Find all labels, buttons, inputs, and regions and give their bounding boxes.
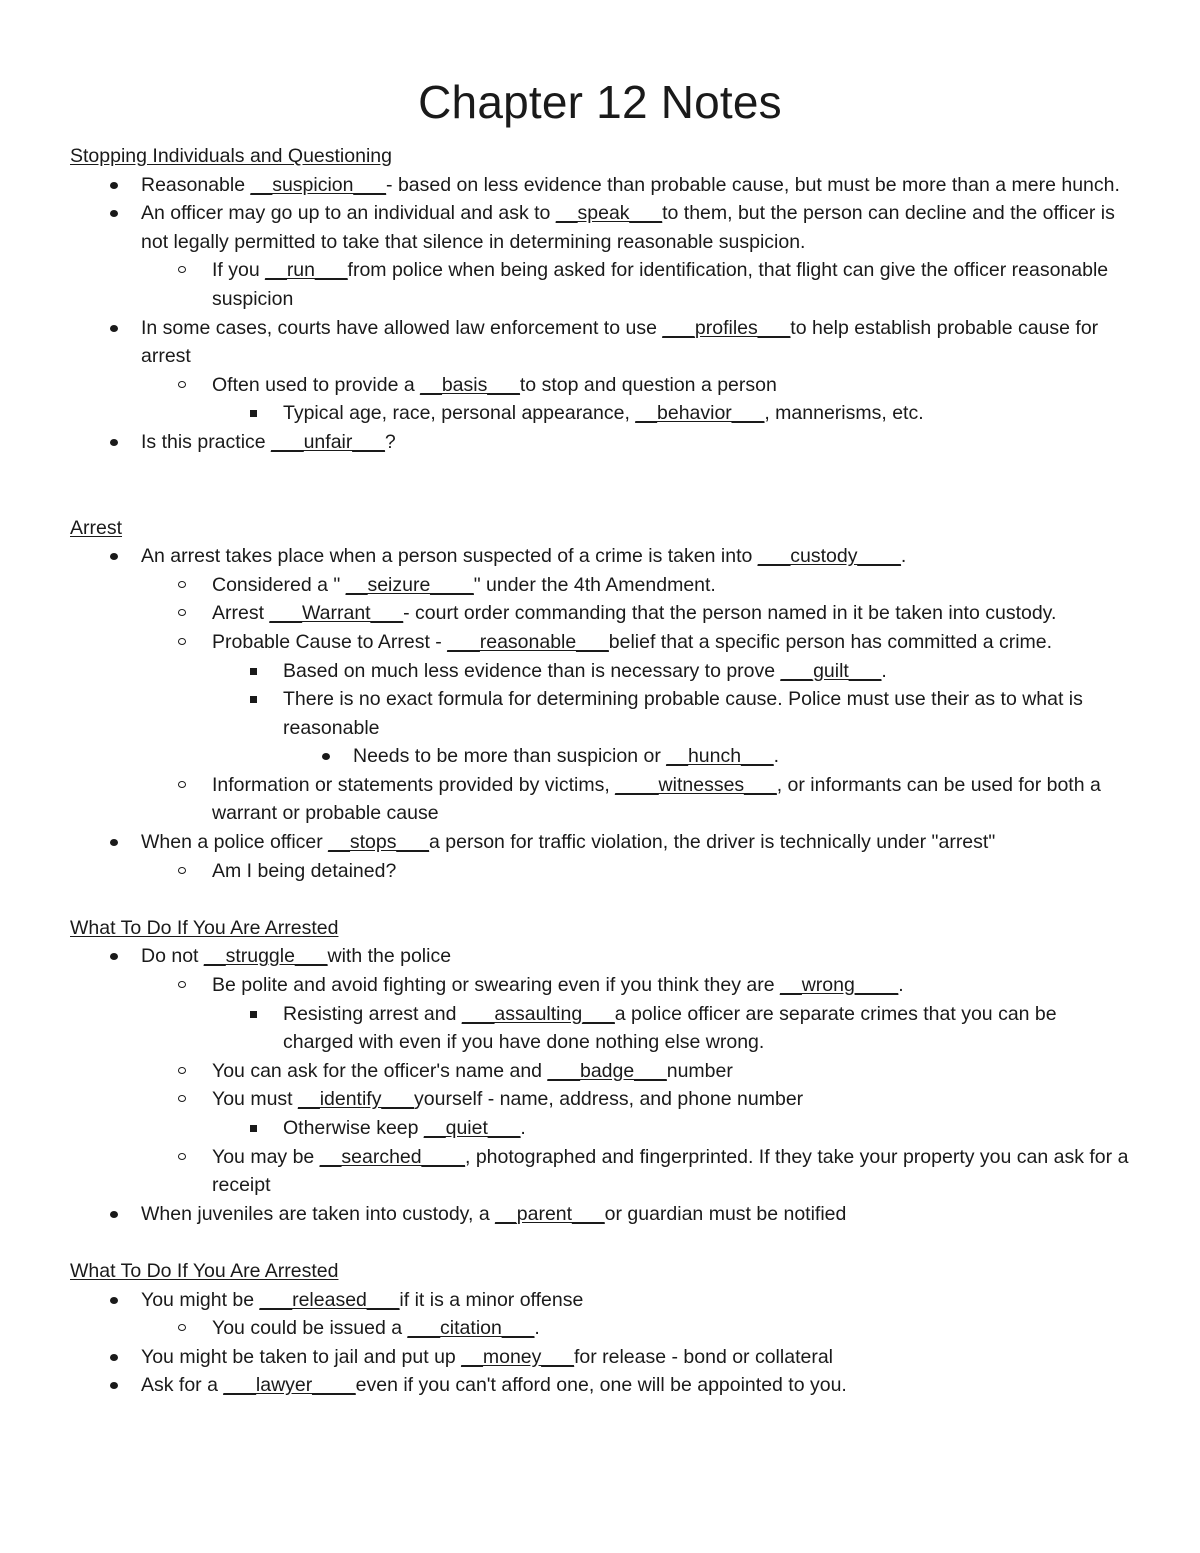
fill-in-blank: __hunch___: [666, 745, 774, 768]
list-item: Probable Cause to Arrest - ___reasonable___belief that a specific person has committed a crime.: [70, 628, 1130, 657]
list-item: Based on much less evidence than is necessary to prove ___guilt___.: [70, 657, 1130, 686]
list-item: Information or statements provided by victims, ____witnesses___, or informants can be used for both a warrant or probable cause: [70, 771, 1130, 828]
fill-in-blank: ____witnesses___: [615, 773, 777, 796]
fill-in-blank: ___reasonable___: [447, 630, 609, 653]
fill-in-blank: ___unfair___: [271, 430, 385, 453]
section-spacer: [70, 457, 1130, 514]
fill-in-blank: __struggle___: [203, 945, 328, 968]
page-title: Chapter 12 Notes: [418, 76, 782, 128]
section-heading-arrest: Arrest: [70, 516, 123, 539]
fill-in-blank: ___Warrant___: [269, 602, 404, 625]
fill-in-blank: __wrong____: [780, 974, 899, 997]
list-item: Resisting arrest and ___assaulting___a police officer are separate crimes that you can be charged with even if you have done nothing else wrong.: [70, 1000, 1130, 1057]
fill-in-blank: ___badge___: [547, 1059, 667, 1082]
list-item: Typical age, race, personal appearance, __behavior___, mannerisms, etc.: [70, 399, 1130, 428]
section-list-if-arrested: [70, 942, 1130, 1228]
fill-in-blank: ___released___: [259, 1288, 400, 1311]
list-item: You must __identify___yourself - name, address, and phone number: [70, 1085, 1130, 1114]
fill-in-blank: __money___: [461, 1345, 574, 1368]
section-heading-if-arrested: What To Do If You Are Arrested: [70, 916, 339, 939]
notes-page: [70, 72, 1130, 1400]
fill-in-blank: ___custody____: [757, 545, 901, 568]
list-item: There is no exact formula for determining probable cause. Police must use their as to what is reasonable: [70, 685, 1130, 742]
section-spacer: [70, 1228, 1130, 1257]
list-item: When juveniles are taken into custody, a __parent___or guardian must be notified: [70, 1200, 1130, 1229]
fill-in-blank: __seizure____: [345, 573, 474, 596]
fill-in-blank: __identify___: [298, 1088, 415, 1111]
list-item: An officer may go up to an individual and ask to __speak___to them, but the person can decline and the officer is not legally permitted to take that silence in determining reasonable suspicion.: [70, 199, 1130, 256]
list-item: Do not __struggle___with the police: [70, 942, 1130, 971]
fill-in-blank: __searched____: [319, 1145, 465, 1168]
list-item: Otherwise keep __quiet___.: [70, 1114, 1130, 1143]
fill-in-blank: ___assaulting___: [461, 1002, 615, 1025]
fill-in-blank: __speak___: [555, 202, 663, 225]
fill-in-blank: ___citation___: [407, 1317, 535, 1340]
list-item: An arrest takes place when a person suspected of a crime is taken into ___custody____.: [70, 542, 1130, 571]
section-heading-stopping: Stopping Individuals and Questioning: [70, 145, 392, 167]
list-item: You could be issued a ___citation___.: [70, 1314, 1130, 1343]
list-item: You might be ___released___if it is a minor offense: [70, 1286, 1130, 1315]
section-heading-if-arrested-2: What To Do If You Are Arrested: [70, 1259, 339, 1282]
fill-in-blank: __stops___: [328, 831, 429, 854]
list-item: Needs to be more than suspicion or __hunch___.: [70, 742, 1130, 771]
section-list-if-arrested-2: [70, 1286, 1130, 1400]
list-item: In some cases, courts have allowed law enforcement to use ___profiles___to help establish probable cause for arrest: [70, 314, 1130, 371]
fill-in-blank: ___lawyer____: [223, 1374, 356, 1397]
list-item: You might be taken to jail and put up __money___for release - bond or collateral: [70, 1343, 1130, 1372]
fill-in-blank: __suspicion___: [250, 173, 387, 196]
section-list-stopping: [70, 171, 1130, 457]
section-spacer: [70, 885, 1130, 914]
fill-in-blank: __basis___: [420, 373, 520, 396]
fill-in-blank: __behavior___: [635, 402, 765, 425]
list-item: You may be __searched____, photographed and fingerprinted. If they take your property you can ask for a receipt: [70, 1143, 1130, 1200]
list-item: Is this practice ___unfair___?: [70, 428, 1130, 457]
list-item: When a police officer __stops___a person for traffic violation, the driver is technically under "arrest": [70, 828, 1130, 857]
list-item: Reasonable __suspicion___- based on less evidence than probable cause, but must be more than a mere hunch.: [70, 171, 1130, 200]
fill-in-blank: __quiet___: [423, 1117, 521, 1139]
list-item: Be polite and avoid fighting or swearing even if you think they are __wrong____.: [70, 971, 1130, 1000]
list-item: If you __run___from police when being asked for identification, that flight can give the officer reasonable suspicion: [70, 256, 1130, 313]
list-item: Considered a " __seizure____" under the 4th Amendment.: [70, 571, 1130, 600]
fill-in-blank: ___guilt___: [780, 659, 882, 682]
list-item: Am I being detained?: [70, 857, 1130, 886]
fill-in-blank: __run___: [265, 259, 348, 282]
list-item: Often used to provide a __basis___to stop and question a person: [70, 371, 1130, 400]
list-item: Arrest ___Warrant___- court order commanding that the person named in it be taken into custody.: [70, 599, 1130, 628]
section-list-arrest: [70, 542, 1130, 885]
fill-in-blank: __parent___: [495, 1202, 605, 1225]
list-item: Ask for a ___lawyer____even if you can't afford one, one will be appointed to you.: [70, 1371, 1130, 1400]
fill-in-blank: ___profiles___: [662, 316, 791, 339]
list-item: You can ask for the officer's name and ___badge___number: [70, 1057, 1130, 1086]
